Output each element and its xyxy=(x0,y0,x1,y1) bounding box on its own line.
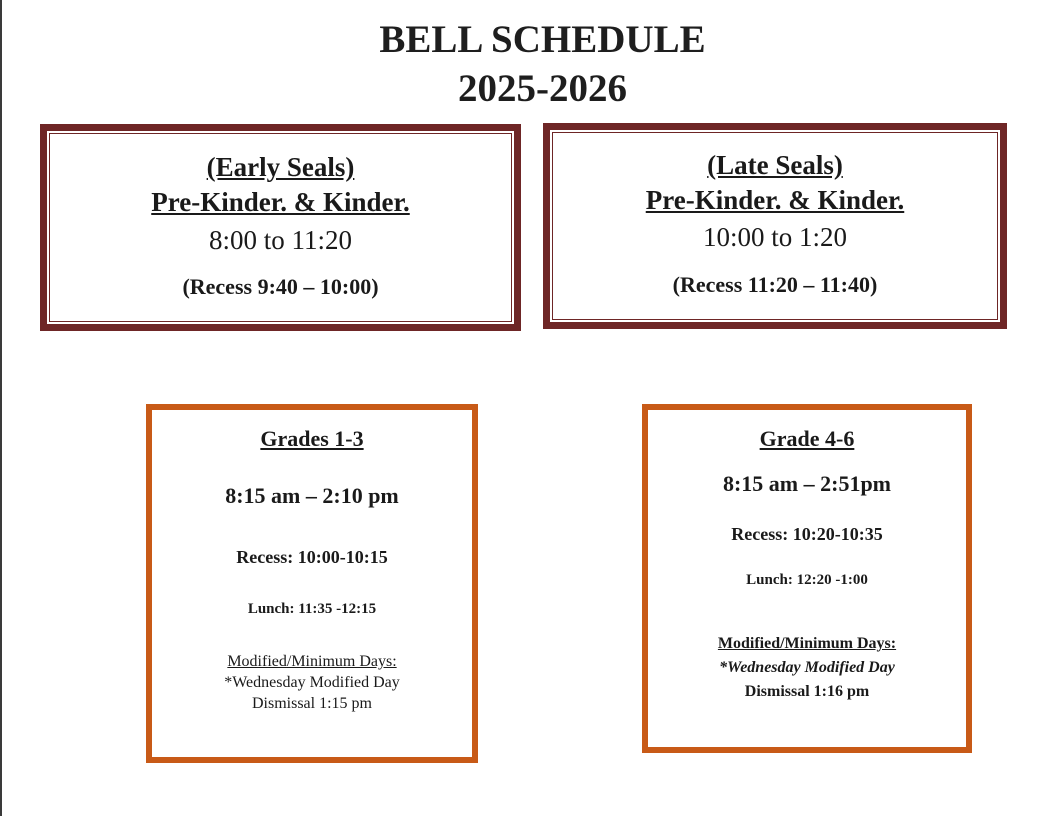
grades-4-6-wednesday: *Wednesday Modified Day xyxy=(719,659,895,676)
grades-1-3-hours: 8:15 am – 2:10 pm xyxy=(225,483,399,508)
grades-4-6-box xyxy=(642,404,972,753)
grades-1-3-box xyxy=(146,404,478,763)
grades-4-6-hours: 8:15 am – 2:51pm xyxy=(722,471,892,496)
late-seals-box xyxy=(543,123,1007,329)
grades-4-6-modified-label: Modified/Minimum Days: xyxy=(717,635,897,652)
early-seals-recess: (Recess 9:40 – 10:00) xyxy=(182,274,379,299)
grades-4-6-lunch: Lunch: 12:20 -1:00 xyxy=(746,572,868,588)
grades-1-3-heading: Grades 1-3 xyxy=(260,426,364,451)
grades-1-3-wednesday: *Wednesday Modified Day xyxy=(224,674,400,691)
late-seals-hours: 10:00 to 1:20 xyxy=(702,222,847,252)
school-year: 2025-2026 xyxy=(458,67,627,110)
grades-1-3-dismissal: Dismissal 1:15 pm xyxy=(251,695,372,712)
grades-4-6-recess: Recess: 10:20-10:35 xyxy=(731,524,883,544)
grades-1-3-recess: Recess: 10:00-10:15 xyxy=(236,547,388,567)
grades-1-3-lunch: Lunch: 11:35 -12:15 xyxy=(247,601,377,617)
page-title: BELL SCHEDULE xyxy=(379,18,706,61)
early-seals-hours: 8:00 to 11:20 xyxy=(208,225,352,255)
early-seals-name: (Early Seals) xyxy=(206,152,355,182)
late-seals-recess: (Recess 11:20 – 11:40) xyxy=(672,272,878,297)
grades-4-6-dismissal: Dismissal 1:16 pm xyxy=(744,683,870,700)
late-seals-name: (Late Seals) xyxy=(707,150,843,180)
early-seals-box xyxy=(40,124,521,331)
grades-4-6-heading: Grade 4-6 xyxy=(759,426,855,451)
late-seals-program: Pre-Kinder. & Kinder. xyxy=(645,185,905,215)
page-left-edge xyxy=(0,0,2,816)
grades-1-3-modified-label: Modified/Minimum Days: xyxy=(227,653,397,670)
early-seals-program: Pre-Kinder. & Kinder. xyxy=(151,187,410,217)
